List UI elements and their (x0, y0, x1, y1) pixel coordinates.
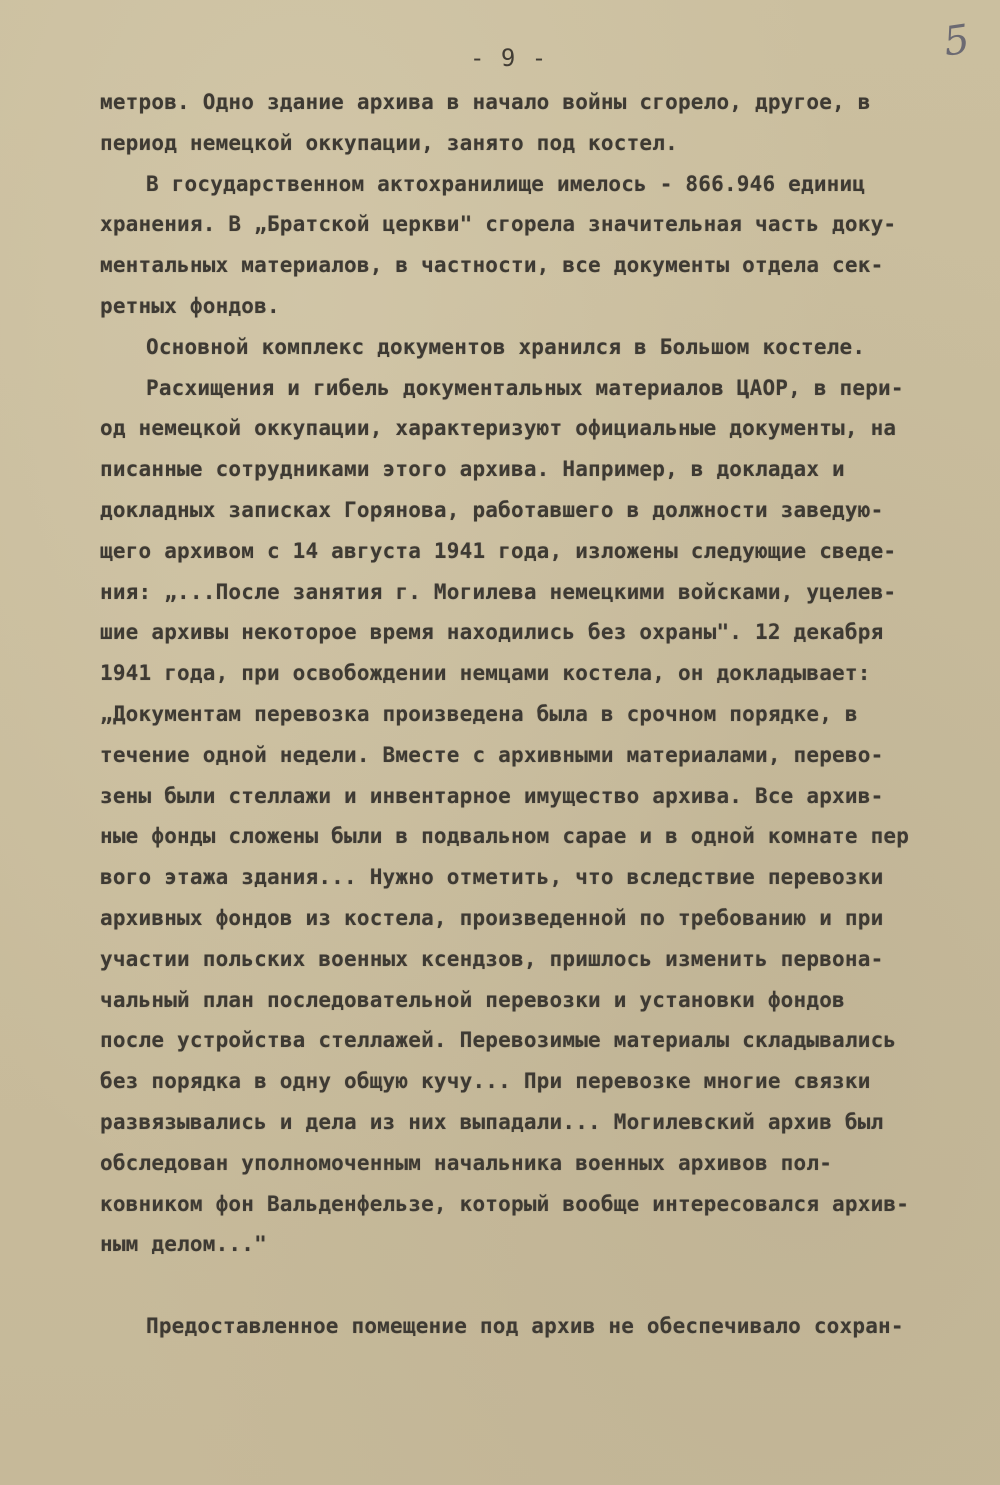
text-line: обследован уполномоченным начальника военных архивов пол- (100, 1150, 833, 1175)
body-text (100, 82, 990, 1347)
text-line: ния: „...После занятия г. Могилева немецкими войсками, уцелев- (100, 579, 897, 604)
text-line: чальный план последовательной перевозки и установки фондов (100, 987, 845, 1012)
text-line: ные фонды сложены были в подвальном сарае и в одной комнате пер (100, 824, 910, 849)
text-line: период немецкой оккупации, занято под костел. (100, 130, 678, 155)
text-line: развязывались и дела из них выпадали... Могилевский архив был (100, 1109, 884, 1134)
text-line: ковником фон Вальденфельзе, который вообще интересовался архив- (100, 1191, 910, 1216)
text-line: писанные сотрудниками этого архива. Например, в докладах и (100, 457, 845, 482)
page-number: - 9 - (470, 44, 548, 72)
text-line: участии польских военных ксендзов, пришлось изменить первона- (100, 946, 884, 971)
text-line: „Документам перевозка произведена была в срочном порядке, в (100, 701, 858, 726)
text-line: метров. Одно здание архива в начало войны сгорело, другое, в (100, 90, 871, 114)
text-line: шие архивы некоторое время находились без охраны". 12 декабря (100, 620, 884, 645)
text-line: без порядка в одну общую кучу... При перевозке многие связки (100, 1069, 871, 1094)
text-line: ментальных материалов, в частности, все документы отдела сек- (100, 253, 884, 278)
text-line: архивных фондов из костела, произведенной по требованию и при (100, 905, 884, 930)
paragraph-gap (100, 1265, 990, 1306)
text-line: ным делом..." (100, 1232, 267, 1257)
text-line: В государственном актохранилище имелось - 866.946 единиц (146, 171, 866, 196)
text-line: зены были стеллажи и инвентарное имущество архива. Все архив- (100, 783, 884, 808)
text-line: вого этажа здания... Нужно отметить, что вследствие перевозки (100, 865, 884, 890)
text-line: Основной комплекс документов хранился в Большом костеле. (146, 334, 866, 359)
text-line: докладных записках Горянова, работавшего в должности заведую- (100, 497, 884, 522)
text-line: щего архивом с 14 августа 1941 года, изложены следующие сведе- (100, 538, 897, 563)
handwritten-page-mark: 5 (940, 16, 973, 66)
text-line: 1941 года, при освобождении немцами костела, он докладывает: (100, 661, 871, 686)
text-line: Предоставленное помещение под архив не обеспечивало сохран- (146, 1313, 904, 1338)
text-line: од немецкой оккупации, характеризуют официальные документы, на (100, 416, 897, 441)
text-line: Расхищения и гибель документальных материалов ЦАОР, в пери- (146, 375, 904, 400)
text-line: ретных фондов. (100, 293, 280, 318)
text-line: течение одной недели. Вместе с архивными материалами, перево- (100, 742, 884, 767)
text-line: хранения. В „Братской церкви" сгорела значительная часть доку- (100, 212, 897, 237)
text-line: после устройства стеллажей. Перевозимые материалы складывались (100, 1028, 897, 1053)
